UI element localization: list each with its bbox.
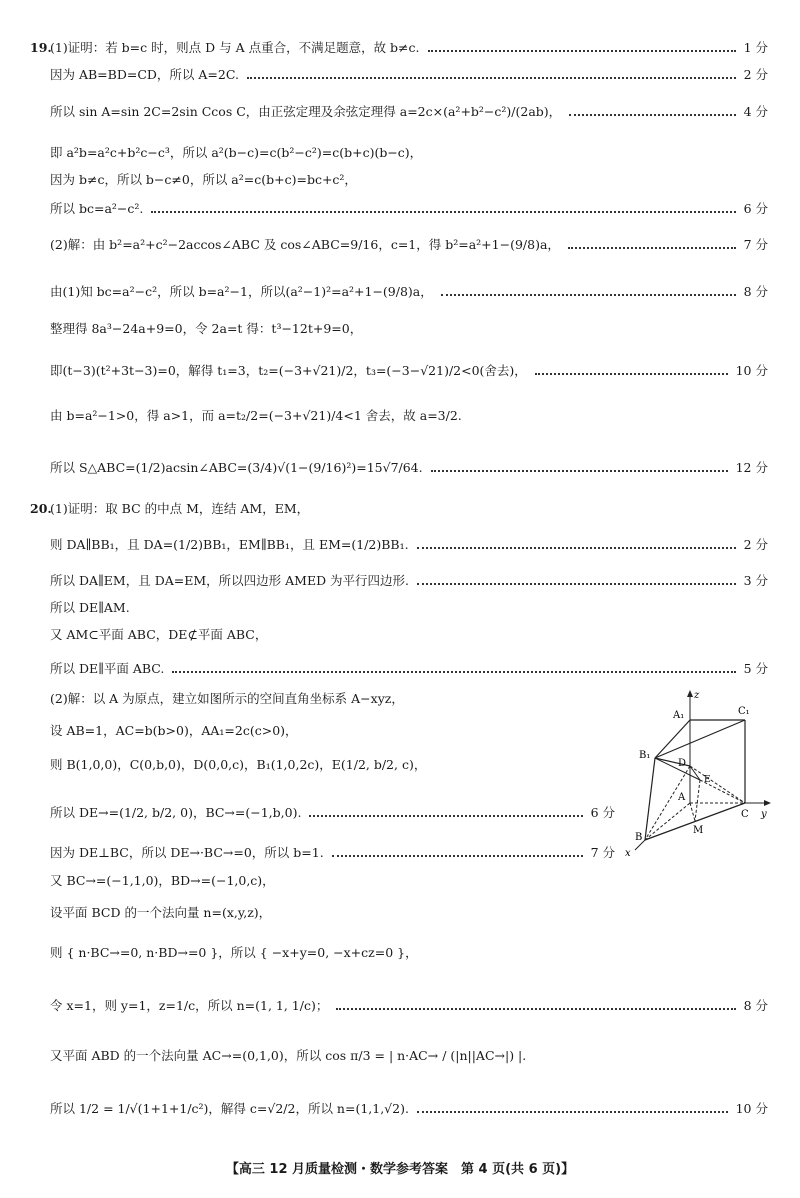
label-b1: B₁ — [639, 750, 651, 761]
label-y: y — [761, 809, 767, 820]
answer-text: 设平面 BCD 的一个法向量 n=(x,y,z)， — [50, 905, 272, 920]
leader-dots — [417, 1110, 728, 1113]
label-b: B — [635, 832, 643, 843]
answer-line-q19-1 — [30, 35, 768, 59]
answer-line-q19-7 — [50, 232, 768, 256]
question-number: 19. — [30, 39, 52, 55]
label-c: C — [741, 809, 749, 820]
answer-line-q20-4 — [50, 595, 768, 619]
score-label: 7 分 — [743, 237, 768, 252]
answer-line-q20-12 — [50, 868, 768, 892]
leader-dots — [336, 1007, 735, 1010]
answer-line-q20-11 — [50, 840, 615, 864]
leader-dots — [332, 854, 583, 857]
answer-line-q19-5 — [50, 167, 768, 191]
score-label: 5 分 — [743, 661, 768, 676]
score-label: 6 分 — [590, 805, 615, 820]
edge-b1-c1 — [655, 720, 745, 758]
answer-text: 则 { n·BC→=0, n·BD→=0 }，所以 { −x+y=0, −x+cz=0 }， — [50, 945, 418, 960]
edge-b-a — [645, 803, 690, 840]
answer-text: 由(1)知 bc=a²−c²，所以 b=a²−1，所以(a²−1)²=a²+1−(9/8)a， — [50, 284, 433, 299]
label-x: x — [625, 848, 631, 858]
answer-text: 所以 sin A=sin 2C=2sin Ccos C，由正弦定理及余弦定理得 a=2c×(a²+b²−c²)/(2ab)， — [50, 104, 562, 119]
answer-text: 所以 1/2 = 1/√(1+1+1/c²)，解得 c=√2/2，所以 n=(1,1,√2). — [50, 1101, 409, 1116]
leader-dots — [568, 246, 736, 249]
answer-line-q19-11 — [50, 403, 768, 427]
leader-dots — [151, 210, 735, 213]
leader-dots — [428, 49, 736, 52]
score-label: 7 分 — [590, 845, 615, 860]
answer-line-q20-6 — [50, 656, 768, 680]
answer-line-q20-5 — [50, 622, 768, 646]
answer-text: 所以 DE→=(1/2, b/2, 0)，BC→=(−1,b,0). — [50, 805, 302, 820]
score-label: 3 分 — [743, 573, 768, 588]
answer-text: 即(t−3)(t²+3t−3)=0，解得 t₁=3，t₂=(−3+√21)/2，t₃=(−3−√21)/2<0(舍去)， — [50, 363, 527, 378]
score-label: 2 分 — [743, 67, 768, 82]
answer-text: (2)解：由 b²=a²+c²−2accos∠ABC 及 cos∠ABC=9/16，c=1，得 b²=a²+1−(9/8)a， — [50, 237, 560, 252]
answer-text: 则 B(1,0,0)，C(0,b,0)，D(0,0,c)，B₁(1,0,2c)，E(1/2, b/2, c)， — [50, 757, 427, 772]
answer-line-q20-16 — [50, 1043, 768, 1067]
score-label: 2 分 — [743, 537, 768, 552]
answer-line-q20-17 — [50, 1096, 768, 1120]
leader-dots — [441, 293, 736, 296]
score-label: 12 分 — [735, 460, 768, 475]
leader-dots — [569, 113, 735, 116]
label-d: D — [678, 758, 687, 769]
answer-line-q20-3 — [50, 568, 768, 592]
label-a1: A₁ — [673, 710, 685, 721]
answer-text: 整理得 8a³−24a+9=0，令 2a=t 得：t³−12t+9=0， — [50, 321, 363, 336]
answer-text: 所以 S△ABC=(1/2)acsin∠ABC=(3/4)√(1−(9/16)²)=15√7/64. — [50, 460, 423, 475]
answer-text: 即 a²b=a²c+b²c−c³，所以 a²(b−c)=c(b²−c²)=c(b+c)(b−c)， — [50, 145, 423, 160]
leader-dots — [417, 546, 736, 549]
answer-line-q20-13 — [50, 900, 768, 924]
label-e: E — [704, 775, 711, 785]
answer-text: 则 DA∥BB₁，且 DA=(1/2)BB₁，EM∥BB₁，且 EM=(1/2)BB₁. — [50, 537, 409, 552]
segment-d-b — [645, 766, 690, 840]
score-label: 10 分 — [735, 363, 768, 378]
answer-text: 由 b=a²−1>0，得 a>1，而 a=t₂/2=(−3+√21)/4<1 舍去，故 a=3/2. — [50, 408, 462, 423]
segment-e-m — [695, 780, 700, 821]
answer-text: 所以 bc=a²−c². — [50, 201, 144, 216]
prism-coordinate-figure — [615, 688, 775, 858]
answer-text: 又 BC→=(−1,1,0)，BD→=(−1,0,c)， — [50, 873, 275, 888]
answer-line-q19-8 — [50, 279, 768, 303]
answer-line-q20-2 — [50, 532, 768, 556]
page-footer: 【高三 12 月质量检测・数学参考答案 第 4 页(共 6 页)】 — [225, 1162, 575, 1177]
label-m: M — [693, 825, 704, 836]
leader-dots — [247, 76, 736, 79]
answer-text: 所以 DE∥AM. — [50, 600, 130, 615]
label-a: A — [678, 792, 686, 803]
answer-line-q20-15 — [50, 993, 768, 1017]
answer-text: 又 AM⊂平面 ABC，DE⊄平面 ABC， — [50, 627, 268, 642]
z-arrow — [687, 690, 693, 697]
answer-text: 因为 AB=BD=CD，所以 A=2C. — [50, 67, 239, 82]
question-number: 20. — [30, 500, 52, 516]
answer-text: (1)证明：若 b=c 时，则点 D 与 A 点重合，不满足题意，故 b≠c. — [50, 40, 420, 55]
score-label: 6 分 — [743, 201, 768, 216]
y-arrow — [764, 800, 771, 806]
answer-line-q19-4 — [50, 140, 768, 164]
segment-a-m — [690, 803, 695, 821]
leader-dots — [535, 372, 728, 375]
label-c1: C₁ — [738, 706, 750, 717]
answer-text: (1)证明：取 BC 的中点 M，连结 AM，EM， — [50, 501, 310, 516]
answer-line-q19-9 — [50, 316, 768, 340]
label-z: z — [694, 690, 700, 701]
answer-line-q19-6 — [50, 196, 768, 220]
leader-dots — [431, 469, 728, 472]
answer-text: 所以 DA∥EM，且 DA=EM，所以四边形 AMED 为平行四边形. — [50, 573, 410, 588]
edge-b1-a1 — [655, 720, 690, 758]
answer-line-q19-2 — [50, 62, 768, 86]
answer-line-q20-1 — [30, 496, 768, 520]
answer-text: 令 x=1，则 y=1，z=1/c，所以 n=(1, 1, 1/c)； — [50, 998, 329, 1013]
answer-line-q20-14 — [50, 940, 768, 964]
answer-text: 又平面 ABD 的一个法向量 AC→=(0,1,0)，所以 cos π/3 = | n·AC→ / (|n||AC→|) |. — [50, 1048, 527, 1063]
answer-line-q20-10 — [50, 800, 615, 824]
answer-text: 设 AB=1，AC=b(b>0)，AA₁=2c(c>0)， — [50, 723, 298, 738]
score-label: 1 分 — [743, 40, 768, 55]
leader-dots — [417, 582, 736, 585]
leader-dots — [172, 670, 735, 673]
answer-line-q19-3 — [50, 99, 768, 123]
answer-text: 因为 b≠c，所以 b−c≠0，所以 a²=c(b+c)=bc+c²， — [50, 172, 357, 187]
answer-line-q19-10 — [50, 358, 768, 382]
score-label: 8 分 — [743, 284, 768, 299]
answer-text: 所以 DE∥平面 ABC. — [50, 661, 165, 676]
score-label: 8 分 — [743, 998, 768, 1013]
score-label: 4 分 — [743, 104, 768, 119]
answer-text: (2)解：以 A 为原点，建立如图所示的空间直角坐标系 A−xyz， — [50, 691, 404, 706]
edge-b1-b — [645, 758, 655, 840]
score-label: 10 分 — [735, 1101, 768, 1116]
answer-line-q19-12 — [50, 455, 768, 479]
leader-dots — [309, 814, 582, 817]
answer-text: 因为 DE⊥BC，所以 DE→·BC→=0，所以 b=1. — [50, 845, 324, 860]
